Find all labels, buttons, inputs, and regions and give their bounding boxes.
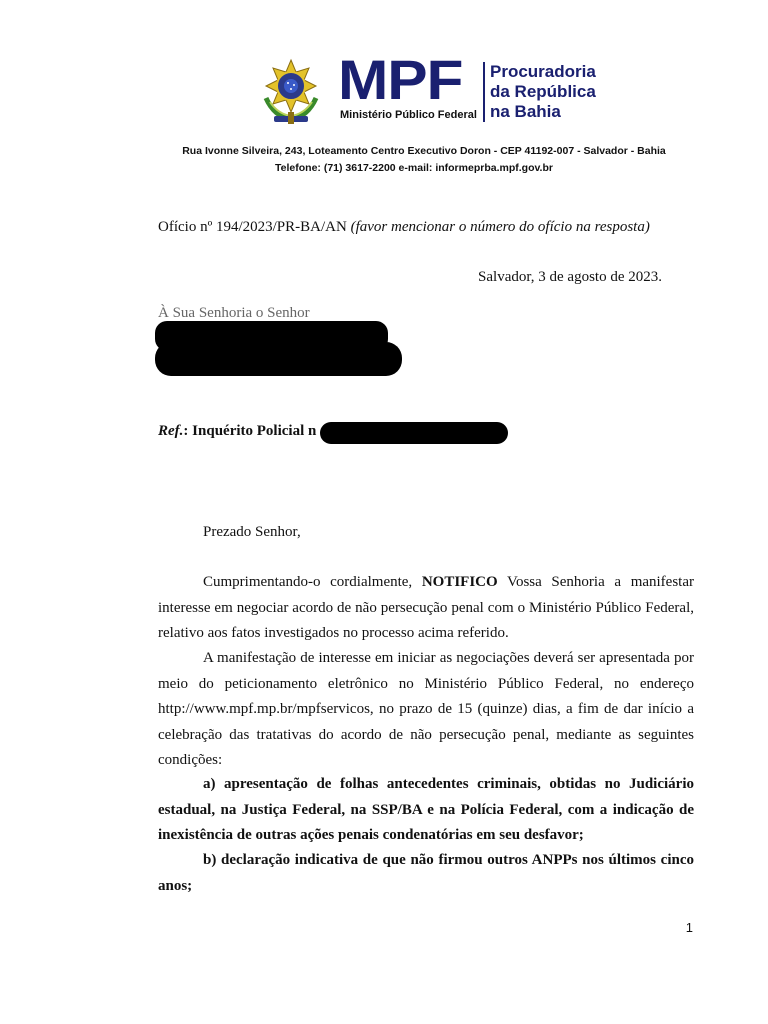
reference-label: Ref. [158, 423, 184, 439]
paragraph-1-rest: Vossa Senhoria a manifestar interesse em negociar acordo de não persecução penal com o Ministério Público Federal, relativo aos fatos investigados no processo acima referido. [158, 574, 694, 641]
condition-item-b-text: b) declaração indicativa de que não firmou outros ANPPs nos últimos cinco anos; [158, 852, 694, 894]
oficio-line [158, 217, 650, 237]
paragraph-1-notifico: NOTIFICO [421, 574, 498, 590]
oficio-note: (favor mencionar o número do ofício na resposta) [350, 219, 650, 235]
mpf-logo-text: MPF [338, 48, 463, 111]
reference-text: : Inquérito Policial n [183, 423, 317, 439]
page-number: 1 [685, 920, 693, 935]
condition-item-b [158, 848, 694, 899]
reference-line [158, 421, 316, 441]
office-name-line1: Procuradoria [490, 62, 596, 81]
body-paragraph-2 [158, 646, 694, 774]
paragraph-2-text: A manifestação de interesse em iniciar as negociações deverá ser apresentada por meio do peticionamento eletrônico no Ministério Público Federal, no endereço http://www.mpf.mp.br/mpfservicos, no prazo de 15 (quinze) dias, a fim de dar início a celebração das tratativas do acordo de não persecução penal, mediante as seguintes condições: [158, 650, 694, 768]
paragraph-1-start: Cumprimentando-o cordialmente, [203, 574, 422, 590]
office-name-line3: na Bahia [490, 102, 561, 121]
logo-divider [483, 62, 485, 122]
address-line: Rua Ivonne Silveira, 243, Loteamento Centro Executivo Doron - CEP 41192-007 - Salvador - Bahia [182, 145, 666, 157]
redaction-inquiry-number [320, 422, 508, 444]
oficio-number: Ofício nº 194/2023/PR-BA/AN [158, 219, 347, 235]
opening-salutation: Prezado Senhor, [203, 524, 301, 540]
redaction-recipient-2 [155, 342, 402, 376]
office-name-line2: da República [490, 82, 596, 101]
body-paragraph-1 [158, 570, 694, 647]
office-name [490, 62, 596, 122]
brazil-coat-of-arms-icon [258, 58, 324, 126]
condition-item-a-text: a) apresentação de folhas antecedentes criminais, obtidas no Judiciário estadual, na Justiça Federal, na SSP/BA e na Polícia Federal, com a indicação de inexistência de outras ações penais condenatórias em seu desfavor; [158, 776, 694, 843]
condition-item-a [158, 772, 694, 849]
recipient-salutation: À Sua Senhoria o Senhor [158, 305, 310, 321]
letterhead [258, 48, 618, 128]
contact-line: Telefone: (71) 3617-2200 e-mail: informeprba.mpf.gov.br [275, 162, 553, 174]
mpf-logo-subtitle: Ministério Público Federal [340, 109, 477, 121]
letter-date: Salvador, 3 de agosto de 2023. [478, 269, 662, 285]
